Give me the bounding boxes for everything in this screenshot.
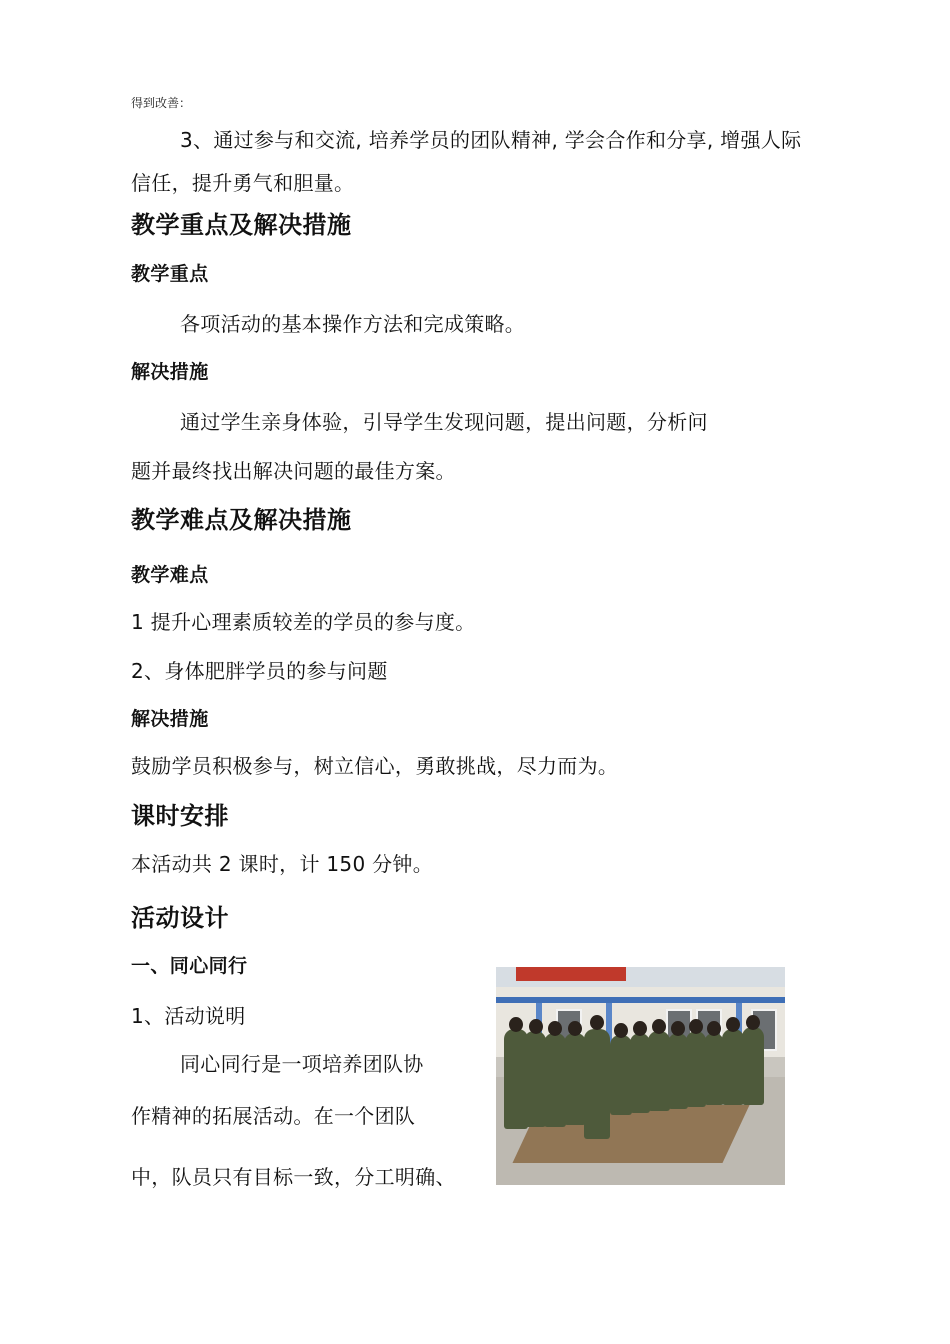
heading-schedule: 课时安排 bbox=[131, 802, 229, 830]
subheading-key-points: 教学重点 bbox=[131, 263, 209, 285]
activity-1-para-line-1: 同心同行是一项培养团队协 bbox=[180, 1052, 424, 1076]
subheading-measures-1: 解决措施 bbox=[131, 361, 209, 383]
measures-1-line-2: 题并最终找出解决问题的最佳方案。 bbox=[131, 459, 456, 483]
difficulty-2: 2、身体肥胖学员的参与问题 bbox=[131, 659, 388, 683]
activity-photo bbox=[496, 967, 785, 1185]
schedule-text: 本活动共 2 课时，计 150 分钟。 bbox=[131, 852, 434, 876]
item-3-line-1: 3、通过参与和交流, 培养学员的团队精神, 学会合作和分享, 增强人际 bbox=[180, 128, 802, 152]
item-3-line-2: 信任，提升勇气和胆量。 bbox=[131, 171, 355, 195]
subheading-difficulties: 教学难点 bbox=[131, 564, 209, 586]
activity-1-item: 1、活动说明 bbox=[131, 1004, 246, 1028]
heading-difficulties: 教学难点及解决措施 bbox=[131, 506, 352, 534]
activity-1-para-line-3: 中，队员只有目标一致，分工明确、 bbox=[131, 1165, 456, 1189]
heading-key-points: 教学重点及解决措施 bbox=[131, 211, 352, 239]
activity-1-para-line-2: 作精神的拓展活动。在一个团队 bbox=[131, 1104, 416, 1128]
difficulty-1: 1 提升心理素质较差的学员的参与度。 bbox=[131, 610, 476, 634]
subheading-activity-1: 一、同心同行 bbox=[131, 955, 248, 977]
subheading-measures-2: 解决措施 bbox=[131, 708, 209, 730]
key-points-text: 各项活动的基本操作方法和完成策略。 bbox=[180, 312, 526, 336]
measures-2-text: 鼓励学员积极参与，树立信心，勇敢挑战，尽力而为。 bbox=[131, 754, 619, 778]
improve-text: 得到改善： bbox=[131, 96, 192, 110]
measures-1-line-1: 通过学生亲身体验，引导学生发现问题，提出问题，分析问 bbox=[180, 410, 708, 434]
heading-activity-design: 活动设计 bbox=[131, 904, 229, 932]
